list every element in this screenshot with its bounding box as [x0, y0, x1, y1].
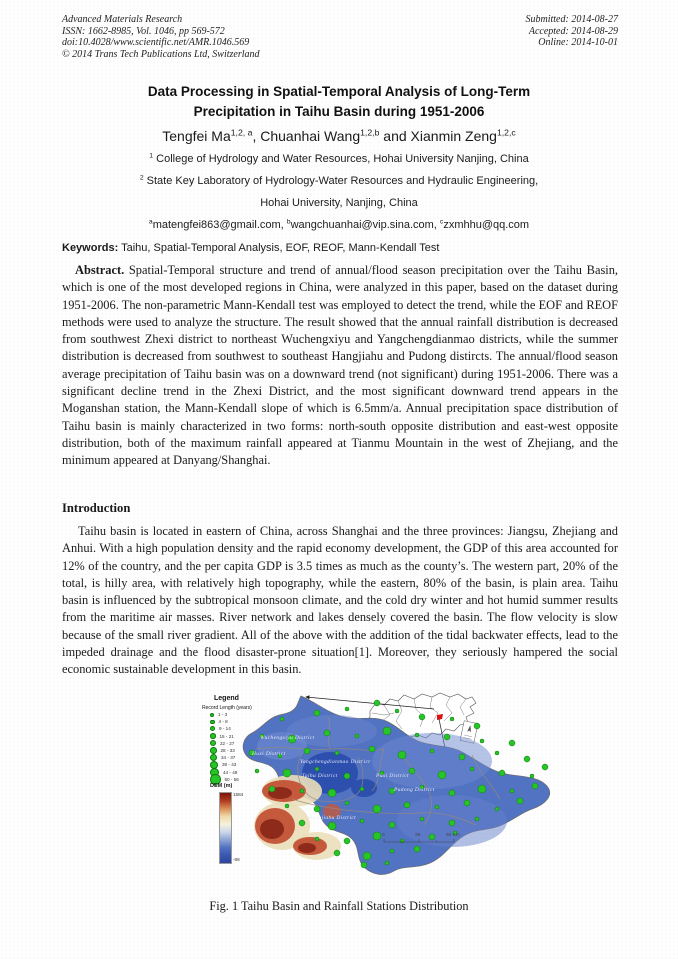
- district-label: Hangjiahu District: [308, 815, 357, 821]
- submission-dates: [526, 14, 619, 60]
- journal-header: [62, 14, 618, 60]
- district-label: Taihu District: [302, 773, 338, 779]
- legend-item: 1 - 3: [210, 711, 272, 718]
- rainfall-station-dot: [285, 804, 289, 808]
- taihu-basin-map: [132, 691, 572, 891]
- rainfall-station-dot: [324, 730, 330, 736]
- rainfall-station-dot: [409, 768, 415, 774]
- legend-item: 44 - 49: [210, 769, 272, 776]
- rainfall-station-dot: [470, 767, 474, 771]
- rainfall-station-dot: [361, 862, 367, 868]
- rainfall-station-dot: [404, 802, 410, 808]
- figure-1-map: [132, 691, 572, 891]
- rainfall-station-dot: [499, 770, 505, 776]
- legend-item: 22 - 27: [210, 740, 272, 747]
- rainfall-station-dot: [415, 733, 419, 737]
- introduction-paragraph: Taihu basin is located in eastern of China, across Shanghai and the three provinces: Jiangsu, Zhejiang and Anhui. With a high population density and the rapid economy development, the GDP of this area accounted for 12% of the country, and the per capita GDP is 3.5 times as much as the county’s. The western part, 20% of the total, is hilly area, with relatively high topography, while the eastern, 80% of the basin, is plain area. Taihu basin is influenced by the subtropical monsoon climate, and the cold dry winter and hot humid summer results from the maritime air masses. River network and lakes densely covered the basin. The flow velocity is slow because of the small river gradient. All of the above with the addition of the tidal backwater effects, lead to the impeded drainage and the flood disaster-prone situation[1]. Moreover, they seriously hampered the social economic sustainable development in this basin.: [62, 524, 618, 677]
- rainfall-station-dot: [390, 849, 394, 853]
- district-label: Wuchengxiyu District: [260, 735, 315, 741]
- abstract-label: Abstract.: [75, 263, 125, 277]
- legend-subtitle: Record Length (years): [202, 705, 252, 711]
- abstract-text: Spatial-Temporal structure and trend of annual/flood season precipitation over the Taihu Basin, which is one of the most developed regions in China, were analyzed in this paper, based on the dataset during 1951-2006. The non-parametric Mann-Kendall test was employed to detect the trend, while the EOF and REOF methods were used to analyze the structure. The result showed that the annual rainfall distribution is decreased from southwest Zhexi district to northeast Wuchengxiyu and Yangchengdianmao districts, while the summer distribution is decreased from southwest to southeast Hangjiahu and Pudong distircts. The annual/flood season average precipitation of Taihu basin was on a downward trend (not significant) during 1951-2006. There was a significant decline trend in the Zhexi District, and the most significant downward trend appears in the Moganshan station, the Mann-Kendall slope of which is 6.5mm/a. Annual precipitation space distribution of Taihu basin is mainly characterized in two forms: north-south opposite distribution and east-west opposite distribution, both of the maximum rainfall appeared at Tianmu Mountain in the west of Zhejiang, and the minimum appeared at Danyang/Shanghai.: [62, 263, 618, 468]
- legend-dot-icon: [210, 733, 216, 739]
- rainfall-station-dot: [509, 740, 515, 746]
- rainfall-station-dot: [334, 850, 340, 856]
- rainfall-station-dot: [389, 822, 395, 828]
- affiliation-2: $^2$ State Key Laboratory of Hydrology-Water Resources and Hydraulic Engineering,: [139, 174, 539, 187]
- affiliation-1: $^1$ College of Hydrology and Water Resources, Hohai University Nanjing, China: [149, 152, 529, 165]
- abstract-section: [62, 262, 618, 470]
- rainfall-station-dot: [450, 717, 454, 721]
- legend-dot-icon: [210, 726, 215, 731]
- rainfall-station-dot: [495, 807, 499, 811]
- rainfall-station-dot: [328, 789, 336, 797]
- keywords-line: [62, 241, 618, 255]
- rainfall-station-dot: [373, 805, 381, 813]
- rainfall-station-dot: [360, 819, 364, 823]
- district-label: Huxi District: [252, 751, 286, 757]
- rainfall-station-dot: [400, 839, 404, 843]
- figure-1-caption: Fig. 1 Taihu Basin and Rainfall Stations Distribution: [209, 899, 469, 913]
- journal-issn: ISSN: 1662-8985, Vol. 1046, pp 569-572: [62, 25, 225, 37]
- rainfall-station-dot: [449, 790, 455, 796]
- rainfall-station-dot: [420, 817, 424, 821]
- legend-item: 15 - 21: [210, 733, 272, 740]
- rainfall-station-dot: [304, 748, 310, 754]
- rainfall-station-dot: [299, 820, 305, 826]
- rainfall-station-dot: [328, 822, 336, 830]
- affiliations: [0, 148, 678, 236]
- affiliation-2b: Hohai University, Nanjing, China: [260, 197, 418, 209]
- rainfall-station-dot: [369, 746, 375, 752]
- journal-name: Advanced Materials Research: [62, 14, 183, 25]
- rainfall-station-dot: [374, 700, 380, 706]
- rainfall-station-dot: [474, 723, 480, 729]
- rainfall-station-dot: [532, 783, 538, 789]
- legend-title: Legend: [214, 695, 239, 702]
- rainfall-station-dot: [398, 751, 406, 759]
- paper-title: Data Processing in Spatial-Temporal Analysis of Long-Term Precipitation in Taihu Basin during 1951-2006: [147, 84, 531, 119]
- author-emails: $^a$matengfei863@gmail.com, $^b$wangchuanhai@vip.sina.com, $^c$zxmhhu@qq.com: [148, 218, 530, 231]
- rainfall-station-dot: [510, 789, 514, 793]
- legend-dot-icon: [210, 740, 216, 746]
- rainfall-station-dot: [345, 707, 349, 711]
- rainfall-station-dot: [449, 820, 455, 826]
- keywords-text: Taihu, Spatial-Temporal Analysis, EOF, REOF, Mann-Kendall Test: [118, 242, 440, 254]
- journal-info: [62, 14, 260, 60]
- dem-min-value: -88: [233, 857, 240, 862]
- rainfall-station-dot: [383, 727, 391, 735]
- rainfall-station-dot: [438, 771, 446, 779]
- legend-dot-icon: [210, 747, 217, 754]
- district-label: Puxi District: [376, 773, 409, 779]
- rainfall-station-dot: [478, 785, 486, 793]
- author-line: [0, 127, 678, 145]
- legend-item: 38 - 43: [210, 761, 272, 768]
- journal-doi: doi:10.4028/www.scientific.net/AMR.1046.569: [62, 37, 250, 49]
- rainfall-station-dot: [385, 861, 389, 865]
- legend-dot-icon: [210, 720, 215, 725]
- legend-item: 9 - 14: [210, 725, 272, 732]
- rainfall-station-dot: [314, 806, 320, 812]
- rainfall-station-dot: [459, 754, 465, 760]
- keywords-label: Keywords:: [62, 242, 119, 254]
- rainfall-station-dot: [495, 751, 499, 755]
- rainfall-station-dot: [464, 800, 470, 806]
- rainfall-station-dot: [524, 756, 530, 762]
- district-label: Pudong District: [394, 787, 435, 793]
- rainfall-station-dot: [315, 767, 319, 771]
- rainfall-station-dot: [542, 764, 548, 770]
- rainfall-station-dot: [269, 786, 275, 792]
- rainfall-station-dot: [345, 801, 349, 805]
- rainfall-station-dot: [530, 774, 534, 778]
- rainfall-station-dot: [363, 852, 371, 860]
- accepted-date: Accepted: 2014-08-29: [528, 25, 618, 37]
- dem-max-value: 1584: [233, 792, 244, 797]
- legend-item: 4 - 8: [210, 718, 272, 725]
- legend-dot-icon: [210, 713, 214, 717]
- author-1: Tengfei Ma$^{1,2, a}$,: [162, 127, 261, 144]
- dem-label: DEM (m): [210, 783, 233, 789]
- rainfall-station-dot: [344, 838, 350, 844]
- rainfall-station-dot: [419, 714, 425, 720]
- rainfall-station-dot: [300, 789, 304, 793]
- legend-item: 50 - 56: [210, 776, 272, 783]
- rainfall-station-dot: [373, 832, 381, 840]
- district-label: Yangchengdianmao District: [300, 759, 371, 765]
- rainfall-station-dot: [475, 817, 479, 821]
- rainfall-station-dot: [314, 710, 320, 716]
- rainfall-station-dot: [429, 834, 435, 840]
- rainfall-station-dot: [414, 846, 420, 852]
- author-3: Xianmin Zeng$^{1,2,c}$: [410, 127, 516, 144]
- scale-25: 25: [415, 833, 421, 838]
- rainfall-station-dot: [395, 709, 399, 713]
- map-legend: [202, 695, 272, 783]
- scale-0: 0: [382, 833, 385, 838]
- rainfall-station-dot: [360, 787, 364, 791]
- rainfall-station-dot: [283, 769, 291, 777]
- legend-item: 34 - 37: [210, 754, 272, 761]
- submitted-date: Submitted: 2014-08-27: [525, 14, 618, 25]
- rainfall-station-dot: [430, 749, 434, 753]
- rainfall-station-dot: [355, 734, 359, 738]
- online-date: Online: 2014-10-01: [538, 37, 618, 49]
- journal-copyright: © 2014 Trans Tech Publications Ltd, Switzerland: [62, 48, 260, 60]
- introduction-heading: Introduction: [62, 501, 131, 515]
- rainfall-station-dot: [480, 739, 484, 743]
- rainfall-station-dot: [280, 717, 284, 721]
- rainfall-station-dot: [435, 805, 439, 809]
- legend-item: 28 - 33: [210, 747, 272, 754]
- rainfall-station-dot: [517, 798, 523, 804]
- dem-colorbar: [219, 792, 232, 864]
- scale-50km: 50 Km: [446, 833, 460, 838]
- rainfall-station-dot: [444, 734, 450, 740]
- author-2: Chuanhai Wang$^{1,2,b}$ and: [260, 127, 411, 144]
- rainfall-station-dot: [335, 751, 339, 755]
- rainfall-station-dot: [344, 773, 350, 779]
- rainfall-station-dot: [315, 837, 319, 841]
